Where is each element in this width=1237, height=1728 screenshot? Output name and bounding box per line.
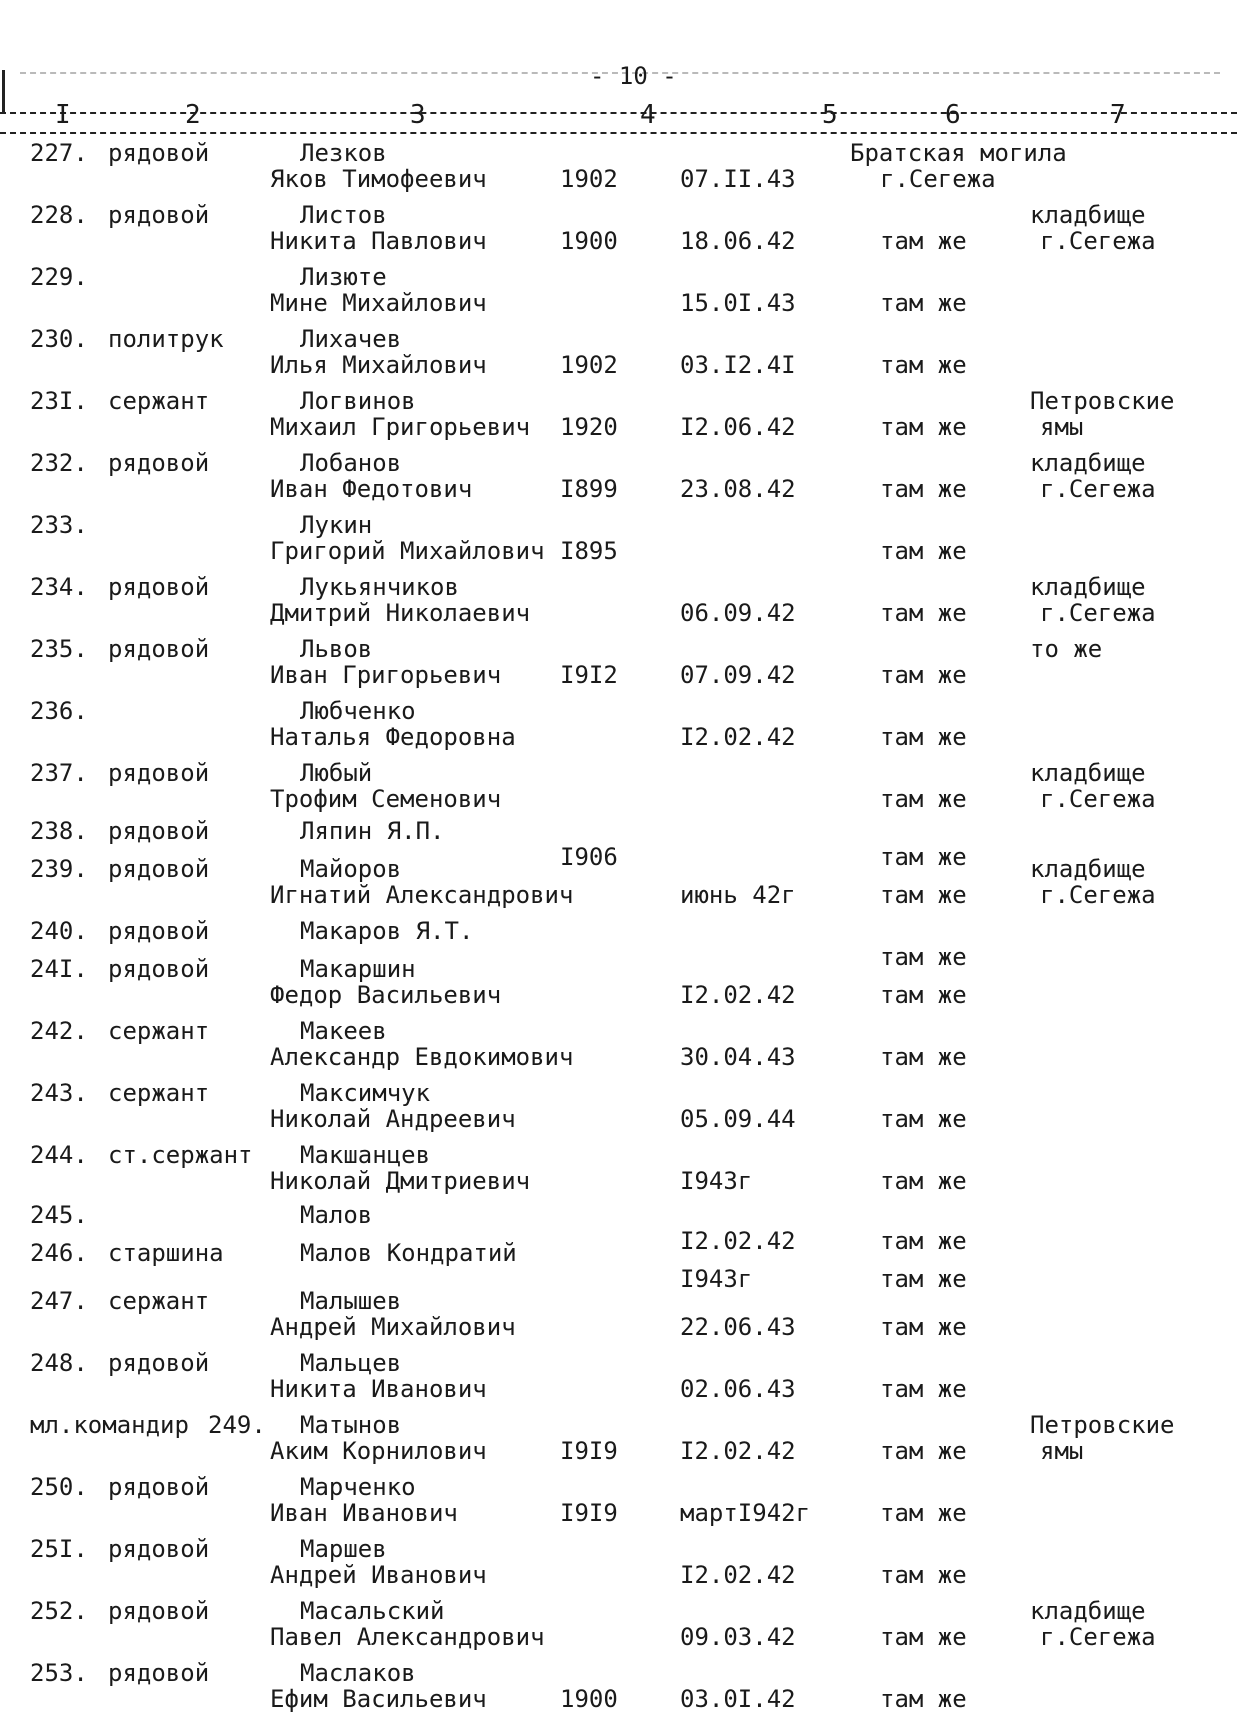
surname: Лизюте — [300, 263, 387, 291]
rank: старшина — [108, 1239, 224, 1267]
birth-year: 1902 — [560, 351, 618, 379]
cemetery-2: г.Сегежа — [1040, 475, 1156, 503]
burial-place: там же — [880, 1623, 967, 1651]
cemetery: то же — [1030, 635, 1103, 663]
row-number: 238. — [30, 817, 88, 845]
death-date: 07.II.43 — [680, 165, 796, 193]
cemetery: кладбище — [1030, 449, 1146, 477]
given-name: Аким Корнилович — [270, 1437, 487, 1465]
surname: Маслаков — [300, 1659, 416, 1687]
cemetery: кладбище — [1030, 573, 1146, 601]
row-number: 233. — [30, 511, 88, 539]
surname: Лезков — [300, 139, 387, 167]
surname: Макаршин — [300, 955, 416, 983]
burial-place: там же — [880, 1265, 967, 1293]
burial-place: там же — [880, 351, 967, 379]
surname: Листов — [300, 201, 387, 229]
burial-place: там же — [880, 1437, 967, 1465]
rank: рядовой — [108, 449, 210, 477]
rank: рядовой — [108, 759, 210, 787]
death-date: 22.06.43 — [680, 1313, 796, 1341]
row-number: 250. — [30, 1473, 88, 1501]
cemetery-2: г.Сегежа — [1040, 1623, 1156, 1651]
burial-place: там же — [880, 881, 967, 909]
cemetery: Петровские — [1030, 387, 1175, 415]
rank: рядовой — [108, 855, 210, 883]
surname: Лихачев — [300, 325, 402, 353]
cemetery-2: г.Сегежа — [1040, 227, 1156, 255]
given-name: Яков Тимофеевич — [270, 165, 487, 193]
cemetery-2: ямы — [1040, 413, 1084, 441]
burial-place: там же — [880, 599, 967, 627]
given-name: Игнатий Александрович — [270, 881, 574, 909]
rank: рядовой — [108, 1659, 210, 1687]
col-header-6: 6 — [945, 100, 961, 130]
burial-place: там же — [880, 1499, 967, 1527]
row-number: 237. — [30, 759, 88, 787]
death-date: 23.08.42 — [680, 475, 796, 503]
rank: сержант — [108, 387, 210, 415]
row-number: 235. — [30, 635, 88, 663]
given-name: Михаил Григорьевич — [270, 413, 531, 441]
burial-place: там же — [880, 475, 967, 503]
given-name: Наталья Федоровна — [270, 723, 516, 751]
given-name: Григорий Михайлович — [270, 537, 545, 565]
given-name: Николай Дмитриевич — [270, 1167, 531, 1195]
burial-place: там же — [880, 537, 967, 565]
burial-place: там же — [880, 723, 967, 751]
birth-year: I9I2 — [560, 661, 618, 689]
birth-year: 1902 — [560, 165, 618, 193]
col-header-5: 5 — [822, 100, 838, 130]
burial-place: там же — [880, 413, 967, 441]
burial-place: там же — [880, 1167, 967, 1195]
burial-place: там же — [880, 785, 967, 813]
surname: Масальский — [300, 1597, 445, 1625]
surname: Макаров Я.Т. — [300, 917, 474, 945]
rank: рядовой — [108, 817, 210, 845]
cemetery: Петровские — [1030, 1411, 1175, 1439]
surname: Макшанцев — [300, 1141, 431, 1169]
row-number: 242. — [30, 1017, 88, 1045]
row-number: 230. — [30, 325, 88, 353]
given-name: Андрей Михайлович — [270, 1313, 516, 1341]
page-number: - 10 - — [590, 62, 677, 90]
burial-place: там же — [880, 1313, 967, 1341]
given-name: Иван Григорьевич — [270, 661, 502, 689]
death-date: июнь 42г — [680, 881, 796, 909]
burial-place: там же — [880, 943, 967, 971]
surname: Лобанов — [300, 449, 402, 477]
row-number: 246. — [30, 1239, 88, 1267]
burial-place: там же — [880, 1685, 967, 1713]
death-date: I943г — [680, 1265, 753, 1293]
row-number: 24I. — [30, 955, 88, 983]
surname: Любченко — [300, 697, 416, 725]
given-name: Мине Михайлович — [270, 289, 487, 317]
rank: сержант — [108, 1079, 210, 1107]
surname: Марченко — [300, 1473, 416, 1501]
surname: Матынов — [300, 1411, 402, 1439]
rank: рядовой — [108, 635, 210, 663]
death-date: 15.0I.43 — [680, 289, 796, 317]
rank: рядовой — [108, 139, 210, 167]
rank: сержант — [108, 1287, 210, 1315]
surname: Малов Кондратий — [300, 1239, 517, 1267]
given-name: Трофим Семенович — [270, 785, 502, 813]
death-date: I2.02.42 — [680, 981, 796, 1009]
death-date: мартI942г — [680, 1499, 811, 1527]
row-number: 227. — [30, 139, 88, 167]
cemetery: кладбище — [1030, 1597, 1146, 1625]
given-name: Иван Иванович — [270, 1499, 458, 1527]
row-number: 239. — [30, 855, 88, 883]
rank: мл.командир — [30, 1411, 189, 1439]
surname: Малов — [300, 1201, 373, 1229]
death-date: I2.06.42 — [680, 413, 796, 441]
row-number: 234. — [30, 573, 88, 601]
birth-year: I9I9 — [560, 1499, 618, 1527]
cemetery-2: г.Сегежа — [1040, 599, 1156, 627]
burial-place: там же — [880, 843, 967, 871]
death-date: I2.02.42 — [680, 1561, 796, 1589]
surname: Малышев — [300, 1287, 402, 1315]
burial-place-2: г.Сегежа — [880, 165, 996, 193]
surname: Лукин — [300, 511, 373, 539]
surname: Маршев — [300, 1535, 387, 1563]
cemetery-2: г.Сегежа — [1040, 785, 1156, 813]
birth-year: 1920 — [560, 413, 618, 441]
surname: Макеев — [300, 1017, 387, 1045]
rank: рядовой — [108, 1349, 210, 1377]
row-number: 240. — [30, 917, 88, 945]
birth-year: I899 — [560, 475, 618, 503]
cemetery-2: ямы — [1040, 1437, 1084, 1465]
death-date: I2.02.42 — [680, 723, 796, 751]
rank: рядовой — [108, 201, 210, 229]
rank: рядовой — [108, 1535, 210, 1563]
death-date: 06.09.42 — [680, 599, 796, 627]
row-number: 236. — [30, 697, 88, 725]
row-number: 247. — [30, 1287, 88, 1315]
burial-place: Братская могила — [850, 139, 1067, 167]
row-number: 244. — [30, 1141, 88, 1169]
surname: Логвинов — [300, 387, 416, 415]
given-name: Павел Александрович — [270, 1623, 545, 1651]
surname: Львов — [300, 635, 373, 663]
given-name: Иван Федотович — [270, 475, 473, 503]
left-margin-bar — [2, 70, 5, 114]
surname: Ляпин Я.П. — [300, 817, 445, 845]
burial-place: там же — [880, 661, 967, 689]
burial-place: там же — [880, 1561, 967, 1589]
row-number: 253. — [30, 1659, 88, 1687]
rank: рядовой — [108, 1597, 210, 1625]
cemetery: кладбище — [1030, 855, 1146, 883]
surname: Мальцев — [300, 1349, 402, 1377]
rank: сержант — [108, 1017, 210, 1045]
burial-place: там же — [880, 1105, 967, 1133]
given-name: Николай Андреевич — [270, 1105, 516, 1133]
death-date: I943г — [680, 1167, 753, 1195]
burial-place: там же — [880, 1375, 967, 1403]
row-number: 249. — [208, 1411, 266, 1439]
given-name: Ефим Васильевич — [270, 1685, 487, 1713]
death-date: 02.06.43 — [680, 1375, 796, 1403]
burial-place: там же — [880, 227, 967, 255]
death-date: 18.06.42 — [680, 227, 796, 255]
col-header-1: I — [55, 100, 71, 130]
given-name: Никита Павлович — [270, 227, 487, 255]
rank: рядовой — [108, 955, 210, 983]
rank: рядовой — [108, 917, 210, 945]
rank: рядовой — [108, 573, 210, 601]
rank: политрук — [108, 325, 224, 353]
col-header-3: 3 — [410, 100, 426, 130]
rank: рядовой — [108, 1473, 210, 1501]
death-date: 03.I2.4I — [680, 351, 796, 379]
death-date: 09.03.42 — [680, 1623, 796, 1651]
cemetery: кладбище — [1030, 201, 1146, 229]
col-header-7: 7 — [1110, 100, 1126, 130]
death-date: I2.02.42 — [680, 1437, 796, 1465]
row-number: 232. — [30, 449, 88, 477]
given-name: Александр Евдокимович — [270, 1043, 574, 1071]
birth-year: I895 — [560, 537, 618, 565]
surname: Любый — [300, 759, 373, 787]
row-number: 248. — [30, 1349, 88, 1377]
birth-year: 1900 — [560, 1685, 618, 1713]
surname: Майоров — [300, 855, 402, 883]
burial-place: там же — [880, 1043, 967, 1071]
rank: ст.сержант — [108, 1141, 253, 1169]
given-name: Илья Михайлович — [270, 351, 487, 379]
header-bottom-rule — [0, 132, 1237, 134]
death-date: 03.0I.42 — [680, 1685, 796, 1713]
surname: Максимчук — [300, 1079, 431, 1107]
row-number: 229. — [30, 263, 88, 291]
row-number: 25I. — [30, 1535, 88, 1563]
row-number: 228. — [30, 201, 88, 229]
cemetery: кладбище — [1030, 759, 1146, 787]
given-name: Никита Иванович — [270, 1375, 487, 1403]
row-number: 243. — [30, 1079, 88, 1107]
row-number: 23I. — [30, 387, 88, 415]
birth-year: 1900 — [560, 227, 618, 255]
col-header-4: 4 — [640, 100, 656, 130]
col-header-2: 2 — [185, 100, 201, 130]
burial-place: там же — [880, 289, 967, 317]
burial-place: там же — [880, 1227, 967, 1255]
cemetery-2: г.Сегежа — [1040, 881, 1156, 909]
given-name: Федор Васильевич — [270, 981, 502, 1009]
birth-year: I906 — [560, 843, 618, 871]
given-name: Дмитрий Николаевич — [270, 599, 531, 627]
death-date: 05.09.44 — [680, 1105, 796, 1133]
death-date: 30.04.43 — [680, 1043, 796, 1071]
row-number: 245. — [30, 1201, 88, 1229]
death-date: 07.09.42 — [680, 661, 796, 689]
given-name: Андрей Иванович — [270, 1561, 487, 1589]
birth-year: I9I9 — [560, 1437, 618, 1465]
row-number: 252. — [30, 1597, 88, 1625]
burial-place: там же — [880, 981, 967, 1009]
death-date: I2.02.42 — [680, 1227, 796, 1255]
surname: Лукьянчиков — [300, 573, 459, 601]
